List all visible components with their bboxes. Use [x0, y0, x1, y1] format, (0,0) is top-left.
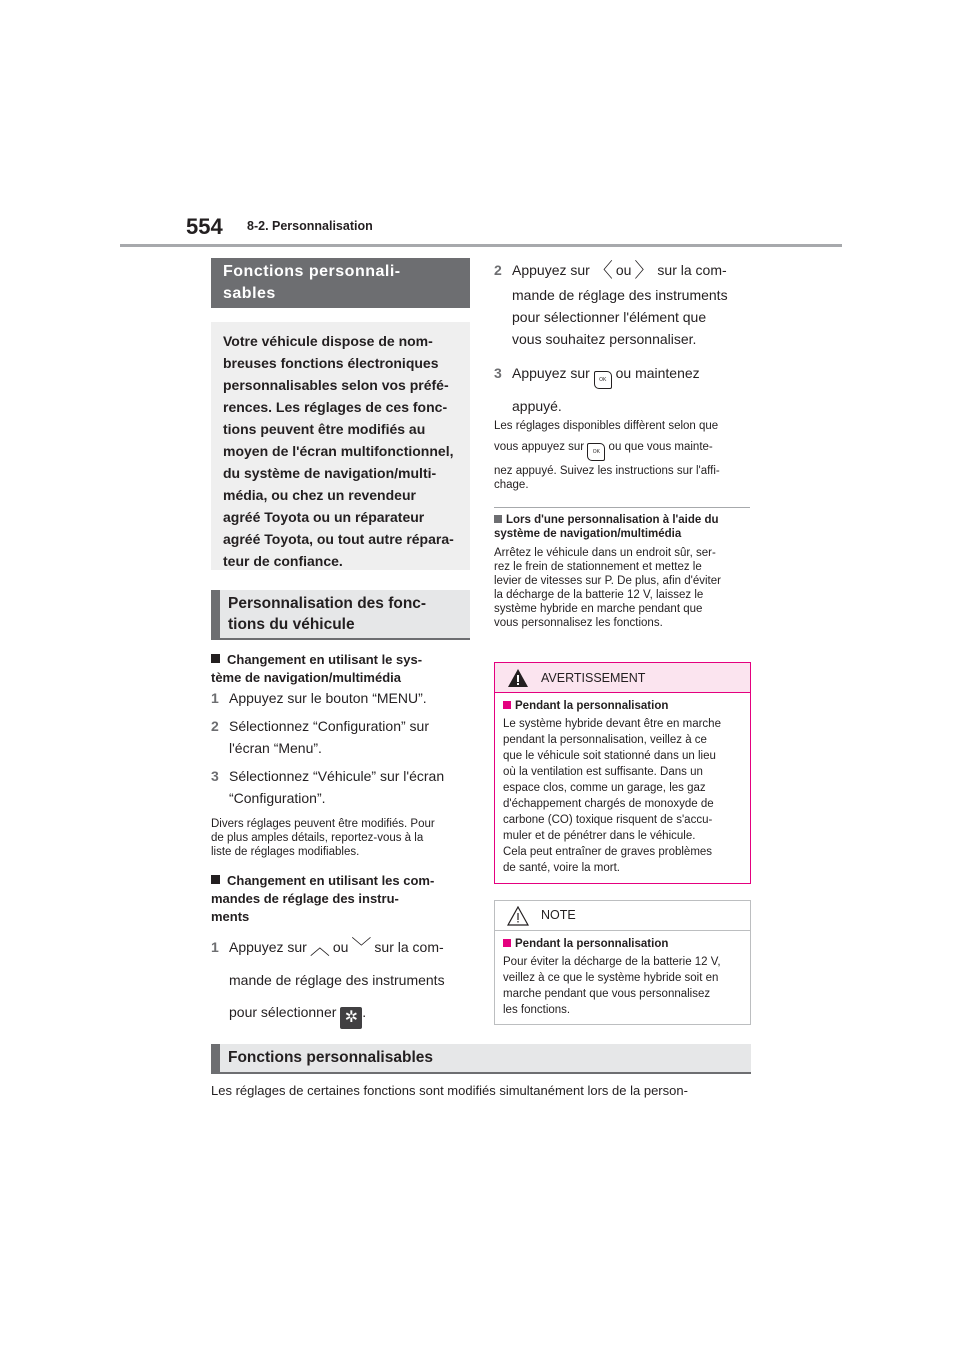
step-item: 2 Sélectionnez “Configuration” sur l'écran “Menu”. — [211, 718, 429, 756]
warning-title: Pendant la personnalisation — [503, 698, 742, 714]
warning-header: AVERTISSEMENT — [495, 663, 750, 693]
section-title: 8-2. Personnalisation — [247, 219, 373, 233]
bullet-square-icon — [503, 939, 511, 947]
ok-button-icon: OK — [594, 371, 612, 389]
intro-box: Votre véhicule dispose de nom- breuses fonctions électroniques personnalisables selon vos préfé- rences. Les réglages de ces fonc- tions peuvent être modifiés au moyen de l'écran multifonctionnel, du système de navigation/multi- média, ou chez un revendeur agréé Toyota ou un réparateur agréé Toyota, ou tout autre répara- teur de confiance. — [211, 322, 470, 570]
note-header: NOTE — [495, 901, 750, 931]
ok-button-icon: OK — [587, 443, 605, 461]
header-rule — [120, 244, 842, 247]
subheading-nav2: Lors d'une personnalisation à l'aide du système de navigation/multimédia — [494, 514, 719, 540]
divider — [494, 507, 750, 508]
bullet-square-icon — [211, 875, 220, 884]
step-2: 2 Appuyez sur 〈 ou 〉 sur la com- mande de réglage des instruments pour sélectionner l'élément que vous souhaitez personnaliser. — [494, 260, 728, 347]
note-text: Pour éviter la décharge de la batterie 12 V, veillez à ce que le système hybride soit en marche pendant que vous personnalisez les fonctions. — [503, 956, 721, 1016]
chevron-left-icon: 〈 — [592, 260, 613, 282]
heading-personnalisation-vehicule: Personnalisation des fonc- tions du véhicule — [211, 590, 470, 640]
step-switches: 1 Appuyez sur ︿ ou ﹀ sur la com- mande de réglage des instruments pour sélectionner ✲ . — [211, 936, 481, 1029]
step-3: 3 Appuyez sur OK ou maintenez appuyé. — [494, 365, 700, 414]
chevron-up-icon: ︿ — [309, 937, 330, 959]
paragraph-nav2: Arrêtez le véhicule dans un endroit sûr, ser- rez le frein de stationnement et mettez le levier de vitesses sur P. De plus, afin d'éviter la décharge de la batterie 12 V, laissez le système hybride en marche pendant que vous personnalisez les fonctions. — [494, 547, 721, 629]
bullet-square-icon — [494, 515, 502, 523]
note-box — [494, 900, 751, 1025]
subheading-nav: Changement en utilisant le sys- tème de navigation/multimédia — [211, 652, 423, 685]
note-title: Pendant la personnalisation — [503, 936, 742, 952]
step-item: 1 Appuyez sur le bouton “MENU”. — [211, 690, 427, 706]
warning-triangle-icon — [507, 668, 529, 688]
note-nav: Divers réglages peuvent être modifiés. Pour de plus amples détails, reportez-vous à la liste de réglages modifiables. — [211, 818, 435, 858]
heading-fonctions-personnalisables-bottom: Fonctions personnalisables — [211, 1044, 751, 1074]
page-number: 554 — [186, 214, 223, 239]
note-ok: Les réglages disponibles diffèrent selon que vous appuyez sur OK ou que vous mainte- nez appuyé. Suivez les instructions sur l'affi- chage. — [494, 420, 720, 491]
warning-text: Le système hybride devant être en marche pendant la personnalisation, veillez à ce que le véhicule soit stationné dans un lieu où la ventilation est suffisante. Dans un espace clos, comme un garage, les gaz d'échappement chargés de monoxyde de carbone (CO) toxique risquent de s'accu- muler et de pénétrer dans le véhicule. Cela peut entraîner de graves problèmes de santé, voire la mort. — [503, 718, 721, 874]
step-item: 3 Sélectionnez “Véhicule” sur l'écran “Configuration”. — [211, 768, 445, 806]
subheading-switches: Changement en utilisant les com- mandes de réglage des instru- ments — [211, 873, 435, 924]
bottom-paragraph: Les réglages de certaines fonctions sont modifiés simultanément lors de la person- — [211, 1083, 688, 1098]
warning-box — [494, 662, 751, 884]
caution-triangle-icon — [507, 906, 529, 926]
bullet-square-icon — [503, 701, 511, 709]
bullet-square-icon — [211, 654, 220, 663]
gear-icon: ✲ — [340, 1007, 362, 1029]
heading-fonctions-personnalisables: Fonctions personnali- sables — [211, 258, 470, 308]
chevron-down-icon: ﹀ — [351, 937, 372, 959]
step-list-nav — [211, 687, 470, 809]
chevron-right-icon: 〉 — [634, 260, 655, 282]
